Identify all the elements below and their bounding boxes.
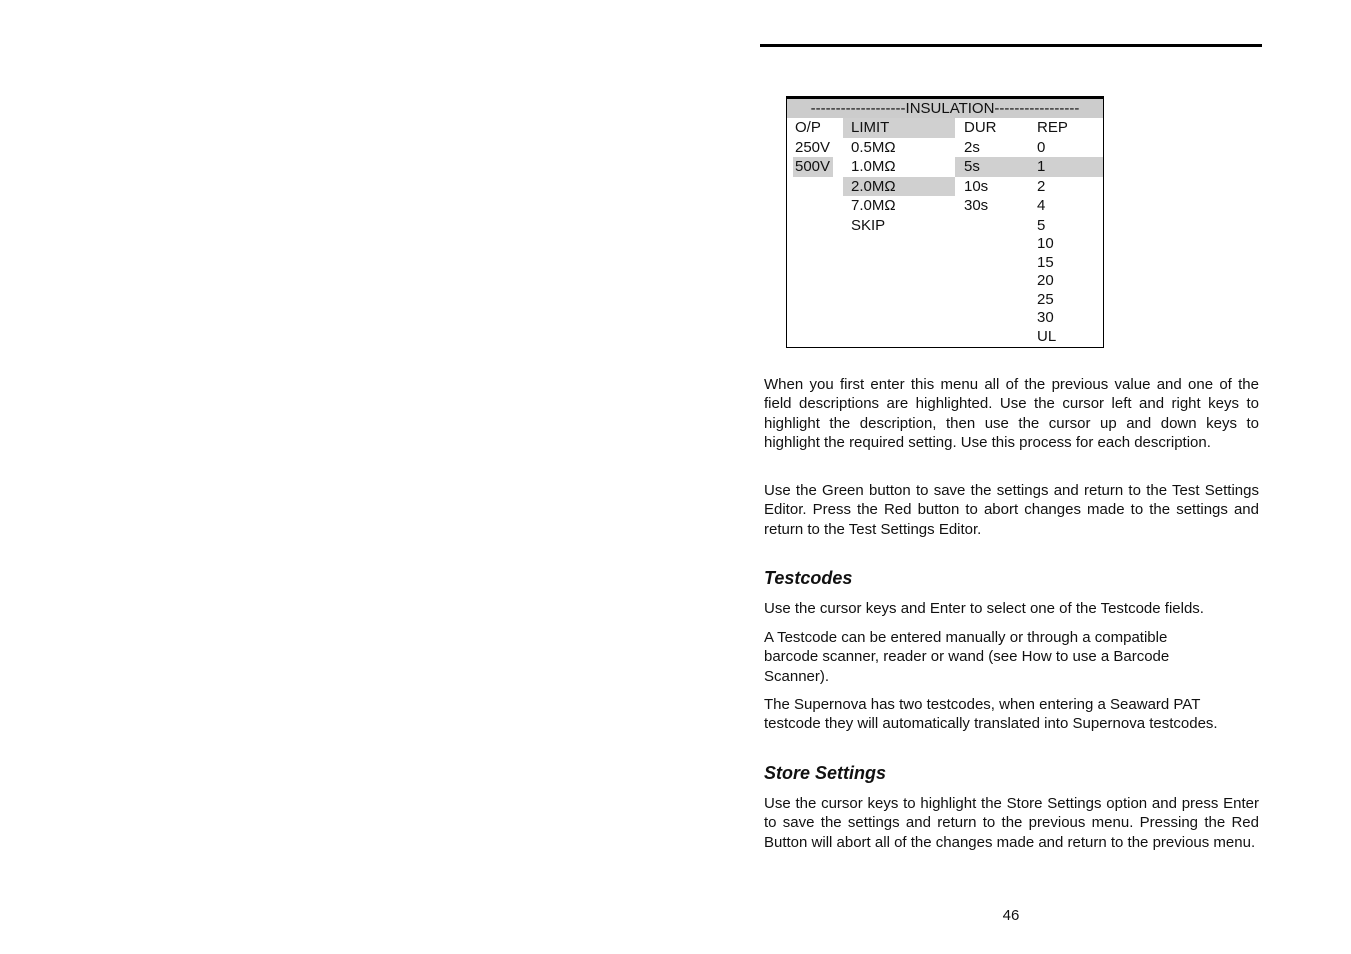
dur-option[interactable]: 2s (964, 138, 980, 156)
save-abort-paragraph: Use the Green button to save the settings and return to the Test Settings Editor. Press the Red button to abort changes made to the settings and return to the Test Settings Editor. (764, 482, 1259, 538)
store-settings-heading: Store Settings (764, 763, 887, 783)
rep-option[interactable]: 15 (1037, 253, 1054, 271)
dur-option[interactable]: 10s (964, 177, 989, 195)
op-column[interactable] (787, 118, 838, 177)
dur-header[interactable]: DUR (964, 119, 997, 136)
rep-option[interactable]: 10 (1037, 235, 1054, 252)
rep-option[interactable]: 0 (1037, 138, 1046, 156)
dur-option[interactable]: 30s (964, 197, 989, 214)
dur-column[interactable] (956, 118, 1026, 216)
limit-option[interactable]: SKIP (851, 216, 886, 234)
limit-header[interactable]: LIMIT (843, 118, 955, 138)
insulation-settings-screen (786, 96, 1104, 348)
rep-option[interactable]: 20 (1037, 272, 1054, 290)
page-number: 46 (1002, 907, 1020, 924)
testcodes-entry-paragraph: A Testcode can be entered manually or through a compatible barcode scanner, reader or wand (see How to use a Barcode Scanner). (764, 629, 1170, 685)
testcodes-supernova-paragraph: The Supernova has two testcodes, when entering a Seaward PAT testcode they will automatically translated into Supernova testcodes. (764, 696, 1218, 733)
testcodes-select-paragraph: Use the cursor keys and Enter to select one of the Testcode fields. (764, 600, 1204, 617)
rep-option[interactable]: 5 (1037, 216, 1046, 234)
dur-option-selected[interactable]: 5s (964, 158, 980, 175)
rep-column[interactable] (1029, 118, 1103, 347)
rep-option[interactable]: UL (1037, 327, 1057, 345)
testcodes-heading: Testcodes (764, 568, 853, 588)
limit-option[interactable]: 1.0MΩ (851, 158, 896, 175)
rep-option[interactable]: 25 (1037, 290, 1054, 308)
rep-header[interactable]: REP (1037, 119, 1068, 136)
rep-option-selected[interactable]: 1 (1037, 158, 1046, 175)
rep-option[interactable]: 2 (1037, 177, 1046, 195)
rep-option[interactable]: 4 (1037, 197, 1046, 214)
limit-column[interactable] (843, 118, 955, 235)
screen-title: -------------------INSULATION----------------- (787, 99, 1103, 118)
store-settings-paragraph: Use the cursor keys to highlight the Store Settings option and press Enter to save the settings and return to the previous menu. Pressing the Red Button will abort all of the changes made and return to the previous menu. (764, 795, 1259, 851)
op-option-selected[interactable]: 500V (793, 157, 833, 177)
op-header[interactable]: O/P (795, 119, 821, 136)
rep-option[interactable]: 30 (1037, 309, 1054, 327)
top-rule (760, 44, 1262, 47)
limit-option-selected[interactable]: 2.0MΩ (843, 177, 955, 197)
menu-instructions-paragraph: When you first enter this menu all of the previous value and one of the field descriptions are highlighted. Use the cursor left and right keys to highlight the description, then use the cursor up and down keys to highlight the required setting. Use this process for each description. (764, 376, 1259, 452)
limit-option[interactable]: 7.0MΩ (851, 197, 896, 214)
limit-option[interactable]: 0.5MΩ (851, 138, 896, 156)
op-option[interactable]: 250V (795, 138, 831, 156)
